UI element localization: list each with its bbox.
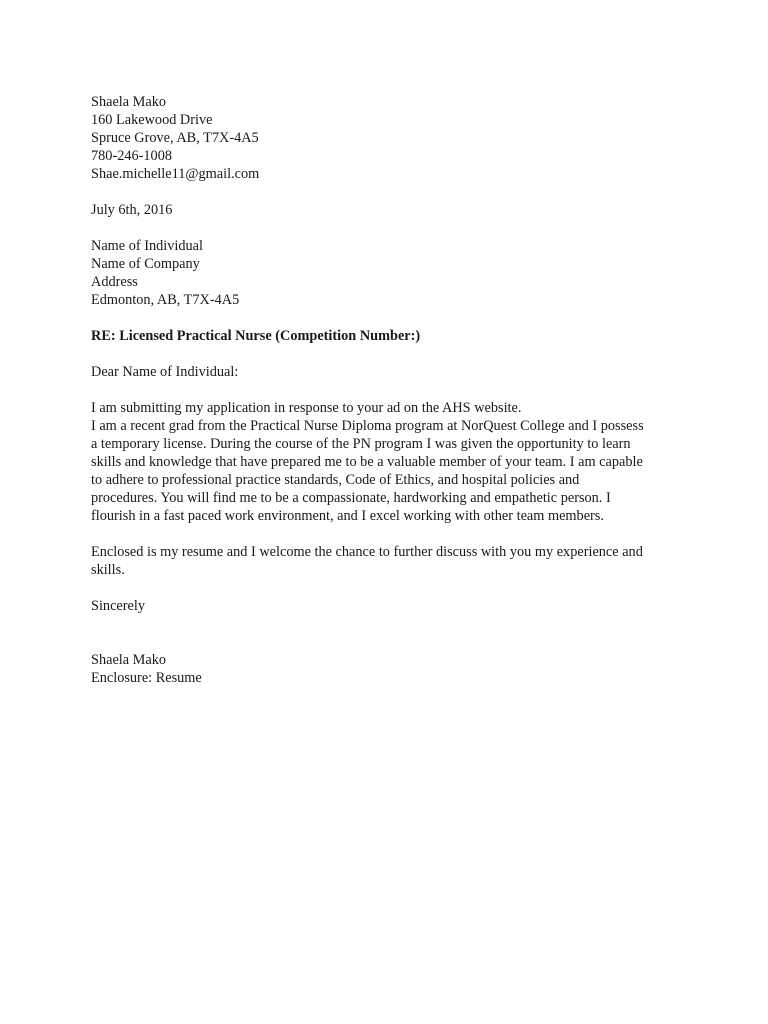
body-line: I am a recent grad from the Practical Nurse Diploma program at NorQuest College and I possess (91, 418, 644, 434)
recipient-company: Name of Company (91, 256, 200, 272)
subject-block (91, 327, 691, 345)
recipient-city: Edmonton, AB, T7X-4A5 (91, 292, 240, 308)
closing: Sincerely (91, 598, 145, 614)
body-line: skills and knowledge that have prepared me to be a valuable member of your team. I am capable (91, 454, 643, 470)
body-paragraph-2 (91, 543, 691, 579)
sender-email: Shae.michelle11@gmail.com (91, 166, 260, 182)
body-line: Enclosed is my resume and I welcome the chance to further discuss with you my experience and (91, 544, 643, 560)
salutation-block (91, 363, 691, 381)
letter-content (91, 93, 691, 687)
body-line: a temporary license. During the course of the PN program I was given the opportunity to learn (91, 436, 631, 452)
recipient-address: Address (91, 274, 138, 290)
body-line: skills. (91, 562, 125, 578)
body-line: to adhere to professional practice standards, Code of Ethics, and hospital policies and (91, 472, 580, 488)
sender-name: Shaela Mako (91, 94, 167, 110)
subject-line: RE: Licensed Practical Nurse (Competition Number:) (91, 328, 421, 344)
sender-block (91, 93, 691, 183)
body-line: I am submitting my application in response to your ad on the AHS website. (91, 400, 522, 416)
closing-block (91, 597, 691, 615)
sender-city: Spruce Grove, AB, T7X-4A5 (91, 130, 259, 146)
recipient-name: Name of Individual (91, 238, 203, 254)
salutation: Dear Name of Individual: (91, 364, 239, 380)
sender-phone: 780-246-1008 (91, 148, 173, 164)
body-paragraph-1 (91, 399, 691, 525)
date-block (91, 201, 691, 219)
signature-space (91, 615, 691, 651)
letter-date: July 6th, 2016 (91, 202, 173, 218)
sender-street: 160 Lakewood Drive (91, 112, 213, 128)
recipient-block (91, 237, 691, 309)
enclosure-note: Enclosure: Resume (91, 670, 202, 686)
signature-name: Shaela Mako (91, 652, 167, 668)
body-line: procedures. You will find me to be a compassionate, hardworking and empathetic person. I (91, 490, 611, 506)
signature-block (91, 651, 691, 687)
body-line: flourish in a fast paced work environment, and I excel working with other team members. (91, 508, 604, 524)
